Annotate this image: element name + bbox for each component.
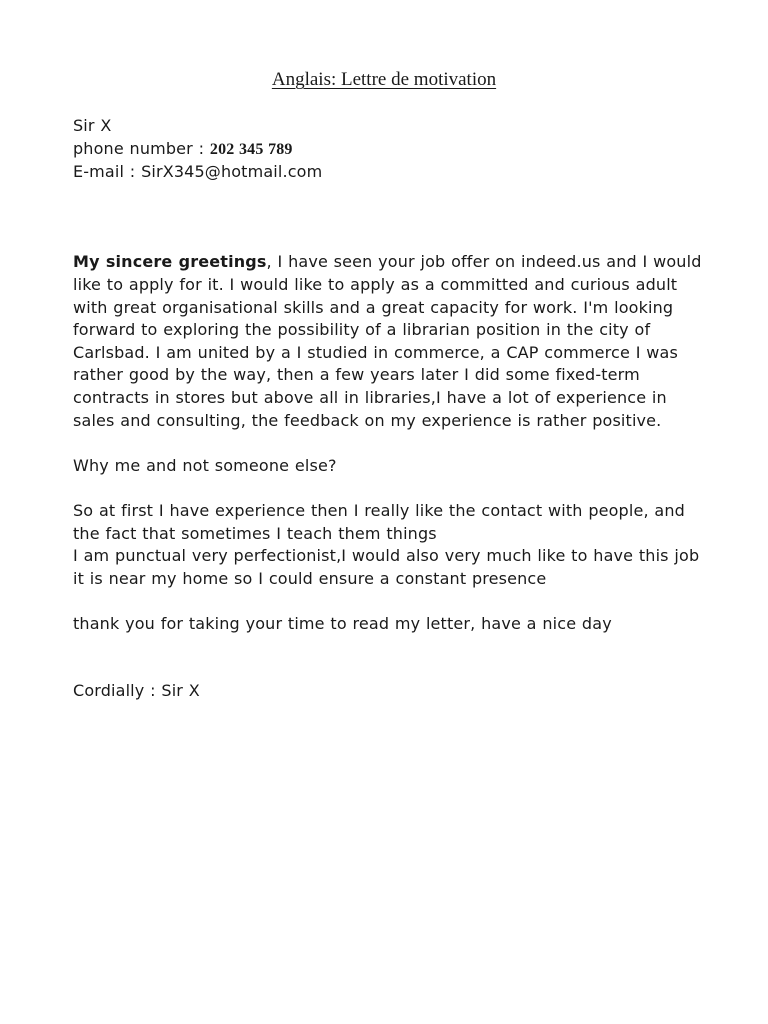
paragraph-intro bbox=[73, 251, 703, 432]
paragraph-reasons-line1: So at first I have experience then I really like the contact with people, and the fact that sometimes I teach them things bbox=[73, 500, 685, 543]
thanks-line: thank you for taking your time to read my letter, have a nice day bbox=[73, 613, 612, 633]
phone-number: 202 345 789 bbox=[209, 140, 293, 158]
spacer bbox=[73, 477, 703, 500]
spacer bbox=[73, 229, 703, 252]
spacer bbox=[73, 635, 703, 680]
greeting: My sincere greetings bbox=[73, 252, 267, 272]
email-line: E-mail : SirX345@hotmail.com bbox=[73, 162, 323, 182]
phone-line bbox=[73, 138, 703, 162]
spacer bbox=[73, 184, 703, 229]
spacer bbox=[73, 432, 703, 455]
phone-label: phone number : bbox=[73, 138, 210, 158]
letter-body bbox=[73, 115, 703, 703]
spacer bbox=[73, 590, 703, 613]
question-line: Why me and not someone else? bbox=[73, 455, 337, 475]
paragraph-intro-text: , I have seen your job offer on indeed.us and I would like to apply for it. I would like to apply as a committed and curious adult with great organisational skills and a great capacity for work. I'm looking forward to exploring the possibility of a librarian position in the city of Carlsbad. I am united by a I studied in commerce, a CAP commerce I was rather good by the way, then a few years later I did some fixed-term contracts in stores but above all in libraries,I have a lot of experience in sales and consulting, the feedback on my experience is rather positive. bbox=[73, 252, 702, 430]
paragraph-reasons-line2: I am punctual very perfectionist,I would also very much like to have this job it is near my home so I could ensure a constant presence bbox=[73, 546, 700, 588]
closing-line: Cordially : Sir X bbox=[73, 681, 200, 701]
document-title bbox=[0, 68, 768, 92]
document-title-text: Anglais: Lettre de motivation bbox=[271, 69, 497, 90]
sender-name: Sir X bbox=[73, 116, 112, 135]
